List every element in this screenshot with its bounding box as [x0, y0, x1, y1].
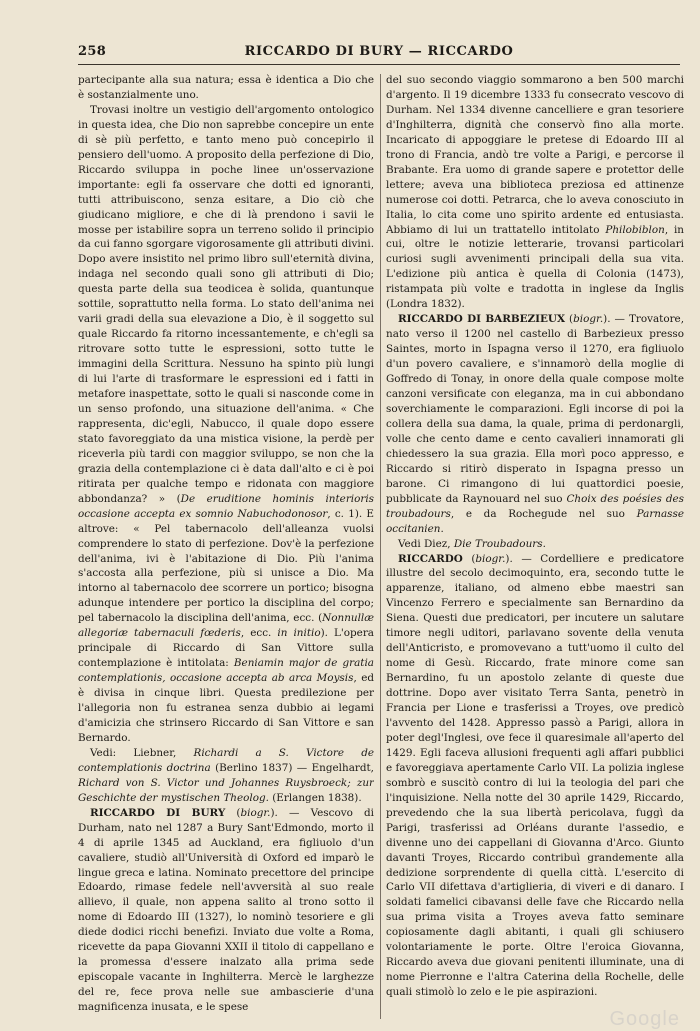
text-run: , c. 1). E altrove: « Pel tabernacolo dell'alleanza vuolsi comprendere lo stato di perfezione. Dov'è la perfezione dell'anima, ivi è l'abitazione di Dio. Più l'anima s'accosta alla perfezione, più si unisce a Dio. Ma intorno al tabernacolo dee scorrere un portico; bisogna adunque intendere per portico la disciplina del corpo; pel tabernacolo la disciplina dell'anima, ecc. (: [78, 507, 374, 625]
entry-headword: RICCARDO DI BURY: [90, 806, 226, 819]
left-column-paragraph: [78, 806, 374, 1015]
italic-text: Parnasse occitanien: [386, 507, 684, 535]
text-run: , e da Rochegude nel suo: [450, 507, 637, 520]
text-run: del suo secondo viaggio sommarono a ben 500 marchi d'argento. Il 19 dicembre 1333 fu consecrato vescovo di Durham. Nel 1334 divenne cancelliere e gran tesoriere d'Inghilterra, dignità che conservò fino alla morte. Incaricato di appoggiare le pretese di Edoardo III al trono di Francia, andò tre volte a Parigi, e percorse il Brabante. Era uomo di grande sapere e protettor delle lettere; aveva una biblioteca preziosa ed attinenze numerose coi dotti. Petrarca, che lo aveva conosciuto in Italia, lo cita come uno spirito ardente ed entusiasta. Abbiamo di lui un trattatello intitolato: [386, 74, 684, 236]
page-header: [78, 40, 680, 65]
left-column: [78, 73, 374, 1021]
text-run: ). — Cordelliere e predicatore illustre del secolo decimoquinto, era, secondo tutte le apparenze, italiano, od almeno ebbe maestri san Vincenzo Ferrero e specialmente san Bernardino da Siena. Questi due predicatori, per incutere un salutare timore negli uditori, parlavano sovente della venuta dell'Anticristo, e promovevano a tutt'uomo il culto del nome di Gesù. Riccardo, frate minore come san Bernardino, fu un apostolo zelante di queste due dottrine. Dopo aver visitato Terra Santa, penetrò in Francia per Lione e trasferissi a Troyes, ove predicò l'avvento del 1428. Appresso passò a Parigi, allora in poter degl'Inglesi, ove fece il quaresimale all'aperto del 1429. Egli faceva allusioni frequenti agli affari pubblici e favoreggiava apertamente Carlo VII. La polizia inglese sombrò e suscitò contro di lui la teologia del pari che l'inquisizione. Nella notte del 30 aprile 1429, Riccardo, prevedendo che la sua libertà pericolava, fuggì da Parigi, trasferissi ad Orléans durante l'assedio, e divenne uno dei cappellani di Giovanna d'Arco. Giunto davanti Troyes, Riccardo contribuì grandemente alla dedizione sorprendente di quella città. L'esercito di Carlo VII difettava d'artiglieria, di viveri e di danaro. I soldati famelici cibavansi delle fave che Riccardo nella sua prima visita a Troyes aveva fatto seminare copiosamente dagli abitanti, i quali gli schiusero volontariamente le porte. Oltre l'eroica Giovanna, Riccardo aveva due giovani penitenti illuminate, una di nome Pierronne e l'altra Caterina della Rochelle, delle quali stimolò lo zelo e le pie aspirazioni.: [386, 552, 684, 999]
page-number: 258: [78, 44, 107, 59]
italic-text: Beniamin major de gratia contemplationis, occasione accepta ab arca Moysis: [78, 657, 374, 685]
italic-text: biogr.: [573, 313, 604, 326]
text-run: ). — Vescovo di Durham, nato nel 1287 a Bury Sant'Edmondo, morto il 4 di aprile 1345 ad Auckland, era figliuolo d'un cavaliere, studiò all'Università di Oxford ed imparò le lingue greca e latina. Nominato precettore del principe Edoardo, rimase fedele nell'avversità al suo reale allievo, il quale, non appena salito al trono sotto il nome di Edoardo III (1327), lo nominò tesoriere e gli diede dodici ricchi benefizi. Inviato due volte a Roma, ricevette da papa Giovanni XXII il titolo di cappellano e la promessa d'essere inalzato alla prima sede episcopale vacante in Inghilterra. Mercè le larghezze del re, fece prova nelle sue ambascierie d'una magnificenza inusata, e le spese: [78, 806, 374, 1014]
text-run: .: [542, 537, 546, 550]
left-column-paragraph: [78, 73, 374, 103]
entry-headword: RICCARDO: [398, 552, 463, 565]
right-column-paragraph: [386, 537, 684, 552]
right-column-paragraph: [386, 73, 684, 312]
italic-text: Choix des poésies des troubadours: [386, 492, 684, 520]
text-run: , ecc.: [240, 627, 278, 640]
text-run: partecipante alla sua natura; essa è identica a Dio che è sostanzialmente uno.: [78, 74, 374, 101]
text-run: ). L'opera principale di Riccardo di San Vittore sulla contemplazione è intitolata:: [78, 627, 374, 670]
italic-text: Philobiblon: [605, 223, 665, 236]
italic-text: biogr.: [475, 552, 506, 565]
entry-headword: RICCARDO DI BARBEZIEUX: [398, 313, 566, 326]
italic-text: in initio: [277, 627, 321, 640]
text-run: (Berlino 1837) — Engelhardt,: [210, 761, 374, 774]
text-run: (: [225, 806, 241, 819]
running-head: RICCARDO DI BURY — RICCARDO: [244, 44, 514, 59]
italic-text: Richard von S. Victor und Johannes Ruysbroeck; zur Geschichte der mystischen Theolog.: [78, 776, 374, 804]
right-column: [386, 73, 684, 1021]
left-column-paragraph: [78, 746, 374, 806]
italic-text: Die Troubadours: [453, 537, 543, 550]
right-column-paragraph: [386, 552, 684, 1001]
text-run: , ed è divisa in cinque libri. Questa predilezione per l'allegoria non fu estranea senza dubbio ai legami d'amicizia che strinsero Riccardo di San Vittore e san Bernardo.: [78, 672, 374, 744]
text-run: Vedi: Liebner,: [90, 746, 194, 759]
left-column-paragraph: [78, 103, 374, 746]
watermark: Google: [609, 1008, 680, 1030]
text-run: (: [565, 313, 574, 326]
italic-text: Richardi a S. Victore de contemplationis doctrina: [78, 746, 374, 774]
italic-text: Nonnullæ allegoriæ tabernaculi fœderis: [78, 612, 374, 640]
right-column-paragraph: [386, 312, 684, 536]
text-run: .: [440, 522, 444, 535]
italic-text: biogr.: [240, 806, 271, 819]
column-divider: [380, 74, 381, 1019]
text-run: (: [462, 552, 476, 565]
text-run: ). — Trovatore, nato verso il 1200 nel castello di Barbezieux presso Saintes, morto in Ispagna verso il 1270, era figliuolo d'un povero cavaliere, e s'innamorò della moglie di Goffredo di Tonay, in onore della quale compose molte canzoni versificate con eleganza, ma in cui abbondano soverchiamente le comparazioni. Egli incorse di poi la collera della sua dama, la quale, prima di perdonargli, volle che cento dame e cento cavalieri innamorati gli chiedessero la sua grazia. Ella morì poco appresso, e Riccardo si ritirò disperato in Ispagna presso un barone. Ci rimangono di lui quattordici poesie, pubblicate da Raynouard nel suo: [386, 313, 684, 505]
text-run: (Erlangen 1838).: [268, 791, 362, 804]
text-run: Vedi Diez,: [398, 537, 454, 550]
text-run: , in cui, oltre le notizie letterarie, trovansi particolari curiosi sugli avvenimenti principali della sua vita. L'edizione più antica è quella di Colonia (1473), ristampata più volte e tradotta in inglese da Inglis (Londra 1832).: [386, 223, 684, 311]
italic-text: De eruditione hominis interioris occasione accepta ex somnio Nabuchodonosor: [78, 492, 374, 520]
text-run: Trovasi inoltre un vestigio dell'argomento ontologico in questa idea, che Dio non saprebbe concepire un ente di sè più perfetto, e tanto meno può concepirlo il pensiero dell'uomo. A proposito della perfezione di Dio, Riccardo sviluppa in poche linee un'osservazione importante: egli fa osservare che dotti ed ignoranti, tutti attribuiscono, senza esitare, a Dio ciò che giudicano migliore, e che di là prendono i savii le mosse per istabilire sopra un terreno solido il principio da cui fanno sgorgare vigorosamente gli attributi divini. Dopo avere insistito nel primo libro sull'eternità divina, indaga nel secondo quali sono gli attributi di Dio; questa parte della sua teodicea è solida, quantunque sottile, soprattutto nella forma. Lo stato dell'anima nei varii gradi della sua elevazione a Dio, è il soggetto sul quale Riccardo fa ritorno incessantemente, e ch'egli sa ritrovare sotto tutte le espressioni, sotto tutte le immagini della Scrittura. Nessuno ha spinto più lungi di lui l'arte di trasformare le espressioni ed i fatti in metafore inaspettate, sotto le quali si nasconde come in un senso profondo, una situazione dell'anima. « Che rappresenta, dic'egli, Nabucco, il quale dopo essere stato favoreggiato da una mistica visione, la perdè per riceverla più tardi con maggior sviluppo, se non che la grazia della contemplazione ci è data dall'alto e ci è poi ritirata per qualche tempo e ridonata con maggiore abbondanza? » (: [78, 103, 374, 505]
